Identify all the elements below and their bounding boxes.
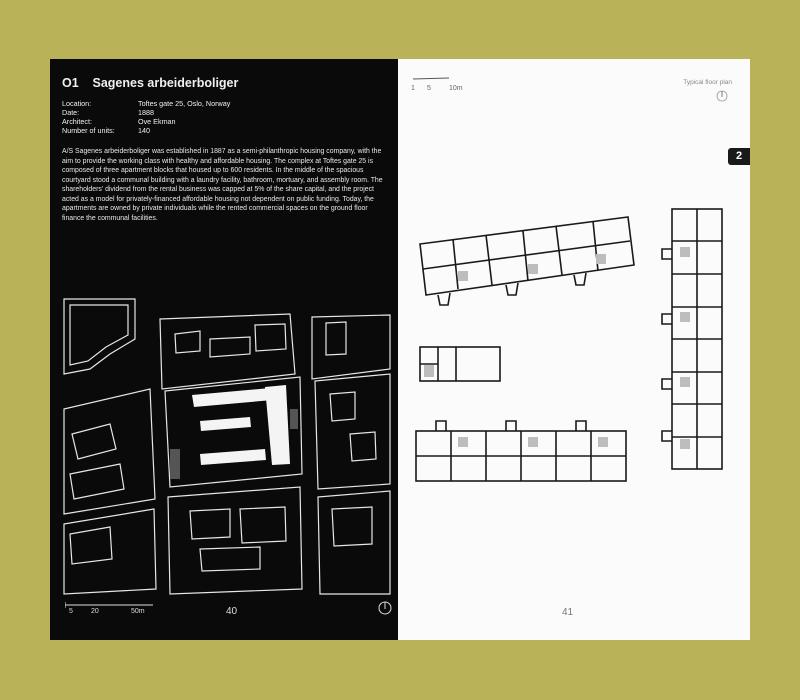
page-number-right: 41 <box>562 607 574 618</box>
plan-caption: Typical floor plan <box>683 79 732 86</box>
meta-value: 140 <box>138 126 150 136</box>
north-arrow-icon <box>378 601 392 615</box>
right-page <box>398 59 750 640</box>
scale-label: 5 <box>427 85 431 92</box>
scale-label: 50m <box>131 608 145 615</box>
scale-label: 20 <box>91 608 99 615</box>
scale-label: 10m <box>449 85 463 92</box>
meta-label: Number of units: <box>62 126 115 136</box>
site-plan-drawing <box>50 259 398 599</box>
project-heading <box>62 76 238 90</box>
floor-plans-drawing <box>398 59 750 599</box>
left-page <box>50 59 398 640</box>
chapter-tab: 2 <box>728 148 750 165</box>
page-number-left: 40 <box>226 606 238 617</box>
meta-value: Toftes gate 25, Oslo, Norway <box>138 99 231 108</box>
project-meta <box>62 99 230 135</box>
meta-label: Architect: <box>62 117 92 127</box>
meta-label: Location: <box>62 99 92 108</box>
project-title: Sagenes arbeiderboliger <box>92 76 239 90</box>
meta-row-architect <box>62 117 230 126</box>
meta-row-units <box>62 126 230 135</box>
meta-value: 1888 <box>138 108 154 118</box>
project-number: O1 <box>62 76 79 90</box>
site-scale-bar <box>65 602 155 615</box>
meta-value: Ove Ekman <box>138 117 176 127</box>
book-spread <box>50 59 750 640</box>
meta-row-location <box>62 99 230 108</box>
meta-label: Date: <box>62 108 80 118</box>
meta-row-date <box>62 108 230 117</box>
scale-label: 1 <box>411 85 415 92</box>
scale-label: 5 <box>69 608 73 615</box>
project-description: A/S Sagenes arbeiderboliger was established in 1887 as a semi-philanthropic housing company, with the aim to provide the working class with healthy and affordable housing. The complex at Toftes gate 25 is composed of three apartment blocks that housed up to 600 residents. In the middle of the spacious courtyard stood a communal building with a laundry facility, bathroom, mortuary, and assembly room. The shareholders' dividend from the rental business was capped at 5% of the share capital, and the project acted as a model for privately-financed affordable housing not dependent on public funding. Today, the apartments are owned by private individuals while the rented commercial spaces on the ground floor finance the communal facilities. <box>62 148 383 222</box>
